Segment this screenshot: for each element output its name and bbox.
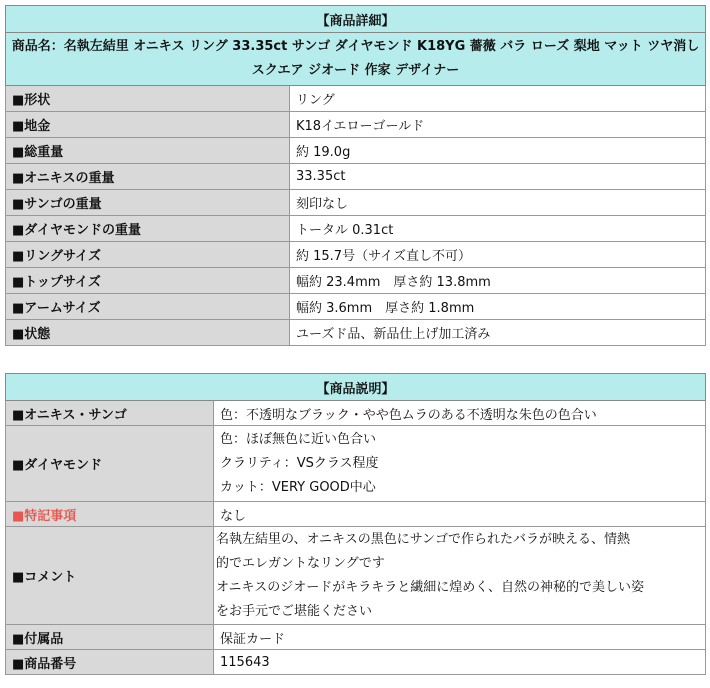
detail-row [6, 112, 706, 138]
comment-label: ■コメント [6, 527, 214, 625]
detail-value: ユーズド品、新品仕上げ加工済み [290, 320, 706, 346]
number-row [6, 650, 706, 675]
detail-value: 刻印なし [290, 190, 706, 216]
diamond-label: ■ダイヤモンド [6, 426, 214, 502]
detail-row [6, 242, 706, 268]
detail-label: ■トップサイズ [6, 268, 290, 294]
detail-label: ■サンゴの重量 [6, 190, 290, 216]
detail-label: ■地金 [6, 112, 290, 138]
detail-row [6, 268, 706, 294]
detail-row [6, 190, 706, 216]
details-header: 【商品詳細】 [6, 6, 706, 33]
detail-value: 約 19.0g [290, 138, 706, 164]
diamond-value [214, 426, 706, 502]
number-value: 115643 [214, 650, 706, 675]
special-label: ■特記事項 [6, 502, 214, 527]
comment-value [214, 527, 706, 625]
detail-row [6, 294, 706, 320]
detail-label: ■状態 [6, 320, 290, 346]
accessory-value: 保証カード [214, 625, 706, 650]
diamond-color-line: 色：ほぼ無色に近い色合い [220, 431, 377, 447]
detail-label: ■ダイヤモンドの重量 [6, 216, 290, 242]
onyx-row [6, 401, 706, 426]
diamond-cut-line: カット：VERY GOOD中心 [220, 479, 376, 495]
detail-row [6, 216, 706, 242]
detail-row [6, 320, 706, 346]
diamond-clarity-line: クラリティ：VSクラス程度 [220, 455, 379, 471]
detail-label: ■アームサイズ [6, 294, 290, 320]
detail-value: 幅約 3.6mm 厚さ約 1.8mm [290, 294, 706, 320]
product-name: 商品名：名執左結里 オニキス リング 33.35ct サンゴ ダイヤモンド K18YG 薔薇 バラ ローズ 梨地 マット ツヤ消し スクエア ジオード 作家 デザイナー [6, 33, 706, 86]
detail-value: 33.35ct [290, 164, 706, 190]
detail-label: ■オニキスの重量 [6, 164, 290, 190]
detail-value: リング [290, 86, 706, 112]
detail-row [6, 164, 706, 190]
detail-value: 幅約 23.4mm 厚さ約 13.8mm [290, 268, 706, 294]
special-value: なし [214, 502, 706, 527]
product-details-table [5, 5, 706, 346]
detail-label: ■形状 [6, 86, 290, 112]
accessory-row [6, 625, 706, 650]
special-row [6, 502, 706, 527]
detail-label: ■総重量 [6, 138, 290, 164]
comment-line: 的でエレガントなリングです [216, 555, 385, 571]
detail-value: K18イエローゴールド [290, 112, 706, 138]
detail-row [6, 86, 706, 112]
accessory-label: ■付属品 [6, 625, 214, 650]
detail-row [6, 138, 706, 164]
detail-label: ■リングサイズ [6, 242, 290, 268]
description-header: 【商品説明】 [6, 374, 706, 401]
diamond-row [6, 426, 706, 502]
comment-line: オニキスのジオードがキラキラと繊細に煌めく、自然の神秘的で美しい姿 [216, 579, 644, 595]
comment-line: 名執左結里の、オニキスの黒色にサンゴで作られたバラが映える、情熱 [216, 531, 631, 547]
number-label: ■商品番号 [6, 650, 214, 675]
detail-value: 約 15.7号（サイズ直し不可） [290, 242, 706, 268]
onyx-value: 色：不透明なブラック・やや色ムラのある不透明な朱色の色合い [214, 401, 706, 426]
comment-row [6, 527, 706, 625]
comment-line: をお手元でご堪能ください [216, 603, 373, 619]
onyx-label: ■オニキス・サンゴ [6, 401, 214, 426]
product-description-table [5, 373, 706, 675]
detail-value: トータル 0.31ct [290, 216, 706, 242]
